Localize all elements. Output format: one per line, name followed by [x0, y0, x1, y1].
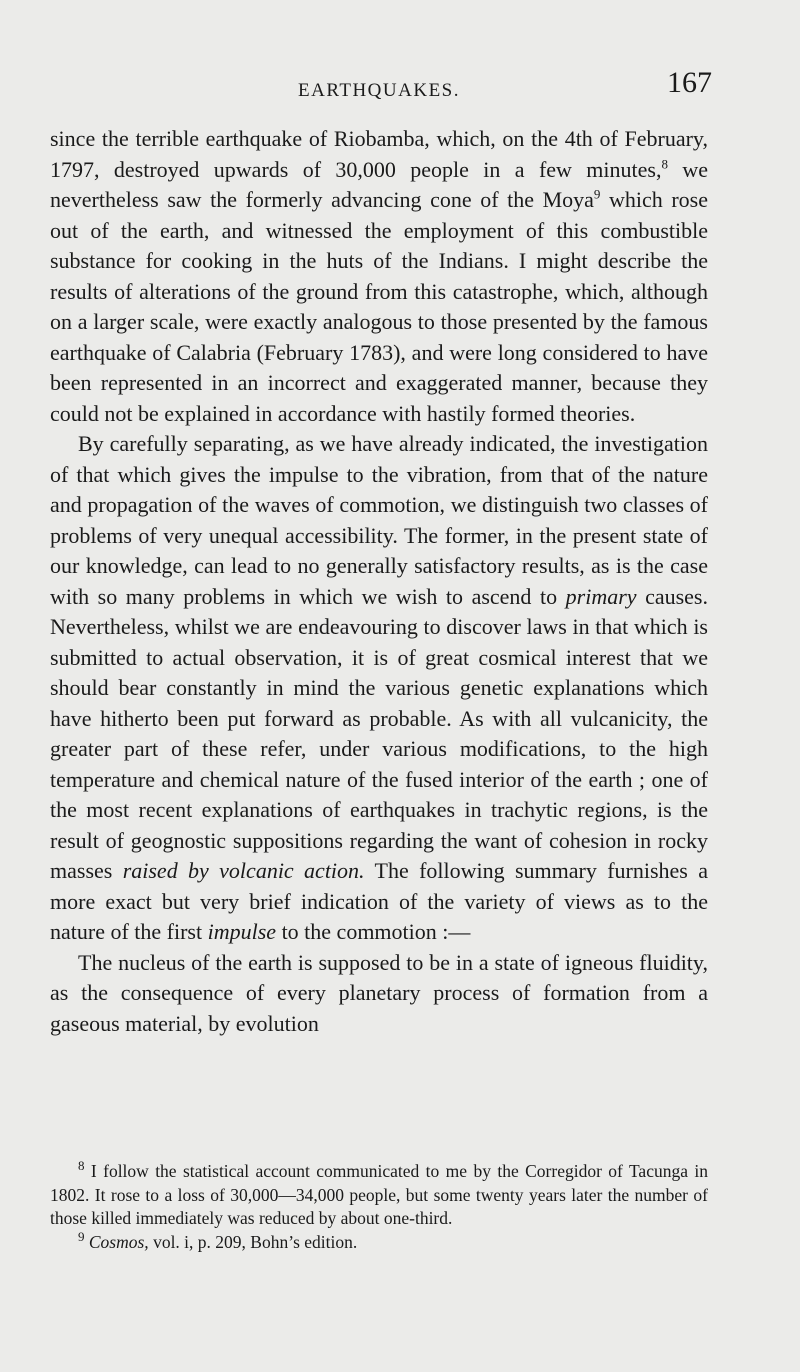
paragraph-3: The nucleus of the earth is supposed to be in a state of igneous fluidity, as the consequence of every planetary process of formation from a gaseous material, by evolution — [50, 949, 708, 1036]
footnote-ref-8: 8 — [661, 156, 668, 172]
footnote-9 — [50, 1228, 708, 1255]
paragraph-1-text: since the terrible earthquake of Riobamba, which, on the 4th of February, 1797, destroyed upwards of 30,000 people in a few minutes, — [50, 126, 708, 182]
footnote-9-title: Cosmos, — [88, 1231, 149, 1252]
footnote-8 — [50, 1160, 708, 1231]
footnote-8-text: I follow the statistical account communicated to me by the Corregidor of Tacunga in 1802. It rose to a loss of 30,000—34,000 people, but some twenty years later the number of those killed immediately was reduced by about one-third. — [50, 1161, 708, 1228]
page-number: 167 — [667, 66, 712, 99]
emphasis-impulse: impulse — [207, 919, 277, 944]
footnote-9-mark: 9 — [78, 1228, 85, 1244]
footnotes — [50, 1160, 708, 1254]
body-text — [50, 124, 708, 1039]
running-head — [50, 66, 712, 106]
paragraph-1 — [50, 124, 708, 429]
paragraph-2-text-end: to the commotion :— — [276, 919, 471, 944]
paragraph-1-text-cont: we nevertheless saw the formerly advancing cone of the Moya — [50, 156, 708, 212]
paragraph-1-text-end: which rose out of the earth, and witnessed the employment of this combustible substance for cooking in the huts of the Indians. I might describe the results of alterations of the ground from this catastrophe, which, although on a larger scale, were exactly analogous to those presented by the famous earthquake of Calabria (February 1783), and were long considered to have been represented in an incorrect and exaggerated manner, because they could not be explained in accordance with hastily formed theories. — [50, 187, 708, 426]
footnote-ref-9: 9 — [593, 186, 601, 202]
page-title: EARTHQUAKES. — [298, 80, 460, 101]
paragraph-2 — [50, 429, 708, 948]
emphasis-volcanic-action: raised by volcanic action. — [122, 858, 365, 883]
footnote-9-text: vol. i, p. 209, Bohn’s edition. — [148, 1231, 358, 1252]
paragraph-2-text-cont: causes. Nevertheless, whilst we are endeavouring to discover laws in that which is submitted to actual observation, it is of great cosmical interest that we should bear constantly in mind the various genetic explanations which have hitherto been put forward as probable. As with all vulcanicity, the greater part of these refer, under various modifications, to the high temperature and chemical nature of the fused interior of the earth ; one of the most recent explanations of earthquakes in trachytic regions, is the result of geognostic suppositions regarding the want of cohesion in rocky masses — [50, 583, 708, 883]
footnote-8-mark: 8 — [78, 1158, 85, 1174]
paragraph-2-text-cont2: The following summary furnishes a more exact but very brief indication of the variety of views as to the nature of the first — [50, 858, 708, 944]
emphasis-primary: primary — [565, 583, 637, 609]
paragraph-2-text: By carefully separating, as we have already indicated, the investigation of that which gives the impulse to the vibration, from that of the nature and propagation of the waves of commotion, we distinguish two classes of problems of very unequal accessibility. The former, in the present state of our knowledge, can lead to no generally satisfactory results, as is the case with so many problems in which we wish to ascend to — [50, 431, 708, 609]
